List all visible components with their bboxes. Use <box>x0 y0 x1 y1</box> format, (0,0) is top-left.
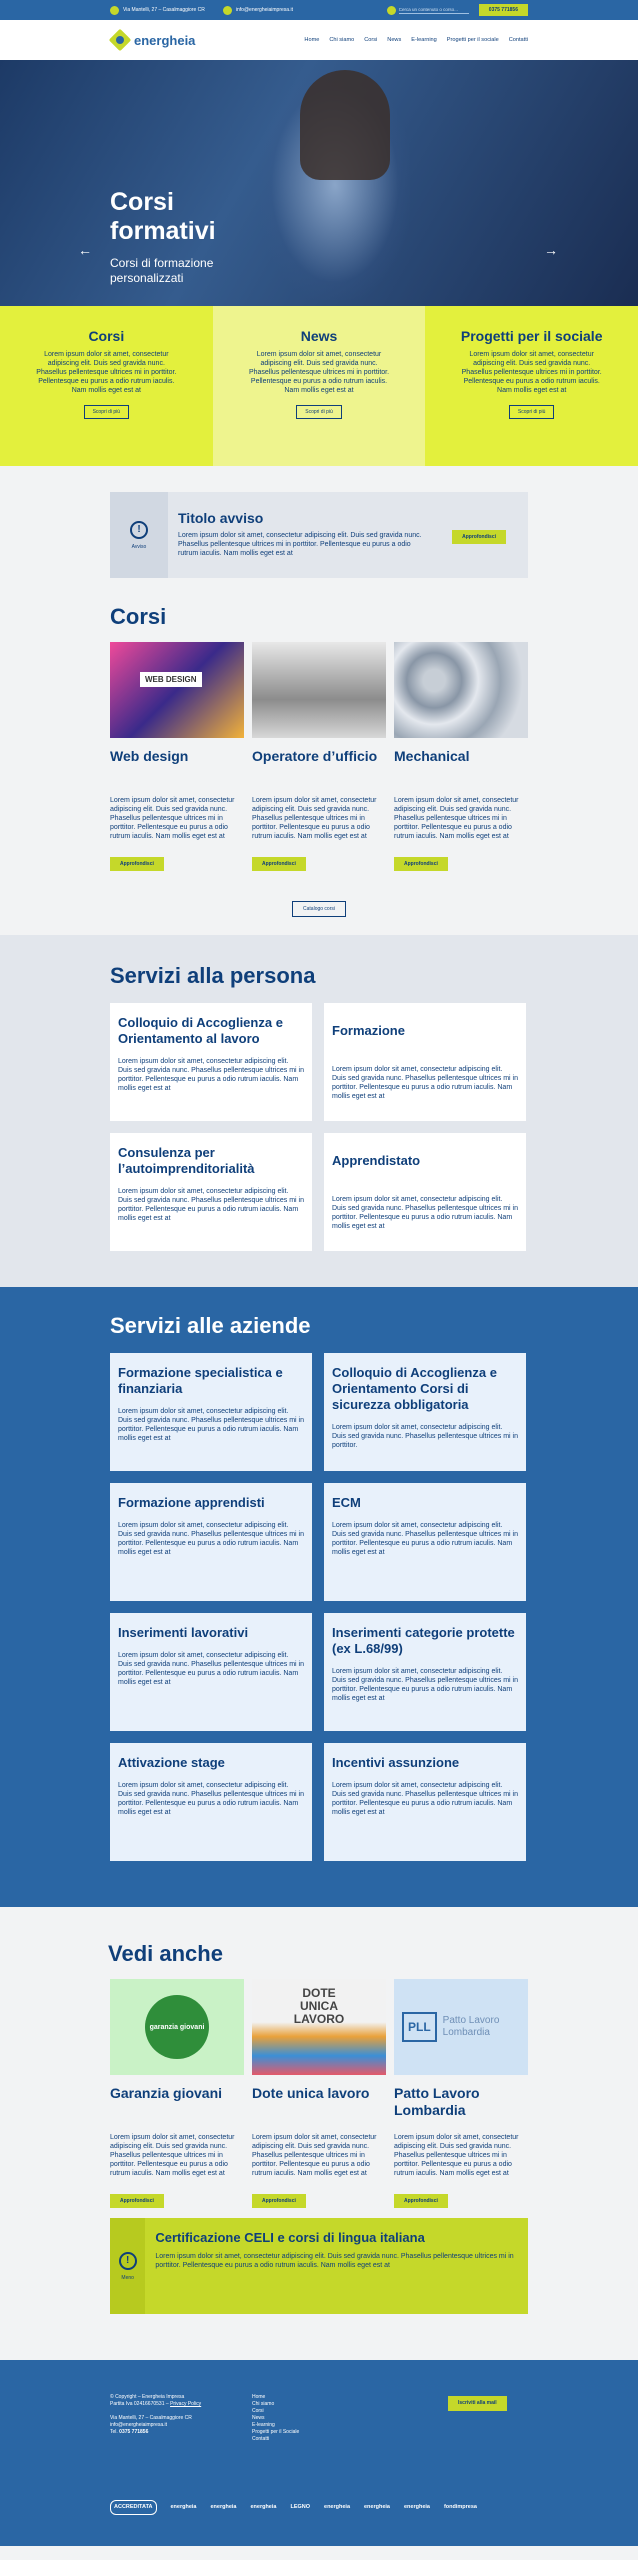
hero-slider <box>0 60 638 306</box>
alert-icon: ! <box>119 2252 137 2270</box>
logo[interactable]: energheia <box>110 30 195 50</box>
course-image[interactable] <box>252 642 386 738</box>
search[interactable] <box>387 6 469 15</box>
nav-item-e-learning[interactable]: E-learning <box>411 37 437 43</box>
service-card[interactable]: Colloquio di Accoglienza e Orientamento al lavoro Lorem ipsum dolor sit amet, consectetur adipiscing elit. Duis sed gravida nunc. Phasellus pellentesque ultrices mi in porttitor. Pellentesque eu purus a odio rutrum iaculis. Nam mollis eget est at <box>110 1003 312 1121</box>
approfondisci-button[interactable]: Approfondisci <box>110 2194 164 2208</box>
prev-arrow-icon[interactable]: ← <box>78 242 92 258</box>
service-card[interactable]: ECM Lorem ipsum dolor sit amet, consectetur adipiscing elit. Duis sed gravida nunc. Phasellus pellentesque ultrices mi in porttitor. Pellentesque eu purus a odio rutrum iaculis. Nam mollis eget est at <box>324 1483 526 1601</box>
course-card: Mechanical Lorem ipsum dolor sit amet, consectetur adipiscing elit. Duis sed gravida nunc. Phasellus pellentesque ultrices mi in porttitor. Pellentesque eu purus a odio rutrum iaculis. Nam mollis eget est at Approfondisci <box>394 642 528 871</box>
main-nav <box>0 20 638 60</box>
service-card[interactable]: Consulenza per l’autoimprenditorialità Lorem ipsum dolor sit amet, consectetur adipiscing elit. Duis sed gravida nunc. Phasellus pellentesque ultrices mi in porttitor. Pellentesque eu purus a odio rutrum iaculis. Nam mollis eget est at <box>110 1133 312 1251</box>
notice-side: ! Avviso <box>110 492 168 578</box>
section-aziende <box>0 1287 638 1907</box>
address: Via Mantelli, 27 – Casalmaggiore CR <box>110 6 205 15</box>
catalog-button[interactable]: Catalogo corsi <box>292 901 346 917</box>
approfondisci-button[interactable]: Approfondisci <box>394 857 448 871</box>
alert-icon: ! <box>130 521 148 539</box>
highlight-columns <box>0 306 638 466</box>
service-card[interactable]: Formazione Lorem ipsum dolor sit amet, consectetur adipiscing elit. Duis sed gravida nunc. Phasellus pellentesque ultrices mi in porttitor. Pellentesque eu purus a odio rutrum iaculis. Nam mollis eget est at <box>324 1003 526 1121</box>
section-persona <box>0 935 638 1287</box>
location-icon <box>110 6 119 15</box>
nav-item-contatti[interactable]: Contatti <box>508 37 528 43</box>
service-card[interactable]: Inserimenti categorie protette (ex L.68/99) Lorem ipsum dolor sit amet, consectetur adipiscing elit. Duis sed gravida nunc. Phasellus pellentesque ultrices mi in porttitor. Pellentesque eu purus a odio rutrum iaculis. Nam mollis eget est at <box>324 1613 526 1731</box>
patto-lavoro-logo[interactable]: PLL Patto Lavoro Lombardia <box>394 1979 528 2075</box>
courses-list <box>0 630 638 871</box>
service-card[interactable]: Formazione specialistica e finanziaria Lorem ipsum dolor sit amet, consectetur adipiscing elit. Duis sed gravida nunc. Phasellus pellentesque ultrices mi in porttitor. Pellentesque eu purus a odio rutrum iaculis. Nam mollis eget est at <box>110 1353 312 1471</box>
certification-box: ! Meno Certificazione CELI e corsi di lingua italiana Lorem ipsum dolor sit amet, consectetur adipiscing elit. Duis sed gravida nunc. Phasellus pellentesque ultrices mi in porttitor. Pellentesque eu purus a odio rutrum iaculis. Nam mollis eget est at <box>110 2218 528 2314</box>
search-icon[interactable] <box>387 6 396 15</box>
notice-box <box>110 492 528 578</box>
dote-unica-logo[interactable]: DOTE UNICA LAVORO <box>252 1979 386 2075</box>
hero-title: Corsi formativi <box>110 188 216 245</box>
course-image[interactable] <box>394 642 528 738</box>
footer-links: Home Chi siamo Corsi News E-learning Progetti per il Sociale Contatti <box>252 2394 300 2442</box>
notice-title: Titolo avviso <box>178 510 264 526</box>
section-title-vedi: Vedi anche <box>108 1941 223 1966</box>
service-card[interactable]: Attivazione stage Lorem ipsum dolor sit amet, consectetur adipiscing elit. Duis sed gravida nunc. Phasellus pellentesque ultrices mi in porttitor. Pellentesque eu purus a odio rutrum iaculis. Nam mollis eget est at <box>110 1743 312 1861</box>
approfondisci-button[interactable]: Approfondisci <box>394 2194 448 2208</box>
course-image[interactable]: WEB DESIGN <box>110 642 244 738</box>
service-card[interactable]: Apprendistato Lorem ipsum dolor sit amet, consectetur adipiscing elit. Duis sed gravida nunc. Phasellus pellentesque ultrices mi in porttitor. Pellentesque eu purus a odio rutrum iaculis. Nam mollis eget est at <box>324 1133 526 1251</box>
course-card: Operatore d’ufficio Lorem ipsum dolor sit amet, consectetur adipiscing elit. Duis sed gravida nunc. Phasellus pellentesque ultrices mi in porttitor. Pellentesque eu purus a odio rutrum iaculis. Nam mollis eget est at Approfondisci <box>252 642 386 871</box>
section-vedi-anche <box>0 1907 638 2208</box>
mail-icon <box>223 6 232 15</box>
nav-item-progetti[interactable]: Progetti per il sociale <box>446 37 499 43</box>
highlight-progetti: Progetti per il sociale Lorem ipsum dolor sit amet, consectetur adipiscing elit. Duis sed gravida nunc. Phasellus pellentesque ultrices mi in porttitor. Pellentesque eu purus a odio rutrum iaculis. Nam mollis eget est at Scopri di più <box>425 306 638 466</box>
phone-button[interactable]: 0375 771856 <box>479 4 528 16</box>
scopri-button[interactable]: Scopri di più <box>84 405 130 419</box>
privacy-link[interactable]: Privacy Policy <box>170 2401 202 2407</box>
partner-logos: ACCREDITATA energheia energheia energheia LEGNO energheia energheia energheia fondimpresa <box>110 2500 477 2515</box>
related-card: DOTE UNICA LAVORO Dote unica lavoro Lorem ipsum dolor sit amet, consectetur adipiscing elit. Duis sed gravida nunc. Phasellus pellentesque ultrices mi in porttitor. Pellentesque eu purus a odio rutrum iaculis. Nam mollis eget est at Approfondisci <box>252 1979 386 2208</box>
footer-email[interactable]: info@energheiaimpresa.it <box>110 2422 168 2428</box>
nav-item-news[interactable]: News <box>387 37 402 43</box>
notice-text: Lorem ipsum dolor sit amet, consectetur adipiscing elit. Duis sed gravida nunc. Phasellus pellentesque ultrices mi in porttitor. Pellentesque eu purus a odio rutrum iaculis. Nam mollis eget est at <box>178 532 422 557</box>
section-title-persona: Servizi alla persona <box>110 963 316 988</box>
email[interactable]: info@energheiaimpresa.it <box>223 6 293 15</box>
cert-title[interactable]: Certificazione CELI e corsi di lingua italiana <box>155 2230 425 2245</box>
footer: © Copyright – Energheia Impresa Partita Iva 02416670531 – Privacy Policy Via Mantelli, 27 – Casalmaggiore CR info@energheiaimpresa.it Tel. 0375 771856 Home Chi siamo Corsi News E-learning Progetti per il Sociale Contatti Iscriviti alla mail ACCREDITATA energheia energheia energheia LEGNO energheia energheia energheia fondimpresa <box>0 2360 638 2546</box>
section-title-corsi: Corsi <box>110 604 167 629</box>
approfondisci-button[interactable]: Approfondisci <box>452 530 506 544</box>
topbar <box>0 0 638 20</box>
service-card[interactable]: Formazione apprendisti Lorem ipsum dolor sit amet, consectetur adipiscing elit. Duis sed gravida nunc. Phasellus pellentesque ultrices mi in porttitor. Pellentesque eu purus a odio rutrum iaculis. Nam mollis eget est at <box>110 1483 312 1601</box>
scopri-button[interactable]: Scopri di più <box>296 405 342 419</box>
scopri-button[interactable]: Scopri di più <box>509 405 555 419</box>
highlight-news: News Lorem ipsum dolor sit amet, consectetur adipiscing elit. Duis sed gravida nunc. Phasellus pellentesque ultrices mi in porttitor. Pellentesque eu purus a odio rutrum iaculis. Nam mollis eget est at Scopri di più <box>213 306 426 466</box>
section-title-aziende: Servizi alle aziende <box>110 1313 311 1338</box>
garanzia-giovani-logo[interactable]: garanzia giovani <box>110 1979 244 2075</box>
hero-image <box>300 70 390 180</box>
approfondisci-button[interactable]: Approfondisci <box>110 857 164 871</box>
newsletter-button[interactable]: Iscriviti alla mail <box>448 2396 507 2411</box>
approfondisci-button[interactable]: Approfondisci <box>252 857 306 871</box>
approfondisci-button[interactable]: Approfondisci <box>252 2194 306 2208</box>
menu <box>304 37 528 43</box>
service-card[interactable]: Colloquio di Accoglienza e Orientamento Corsi di sicurezza obbligatoria Lorem ipsum dolor sit amet, consectetur adipiscing elit. Duis sed gravida nunc. Phasellus pellentesque ultrices mi in porttitor. <box>324 1353 526 1471</box>
nav-item-corsi[interactable]: Corsi <box>364 37 378 43</box>
next-arrow-icon[interactable]: → <box>544 242 558 258</box>
course-card: WEB DESIGN Web design Lorem ipsum dolor sit amet, consectetur adipiscing elit. Duis sed gravida nunc. Phasellus pellentesque ultrices mi in porttitor. Pellentesque eu purus a odio rutrum iaculis. Nam mollis eget est at Approfondisci <box>110 642 244 871</box>
nav-item-chi-siamo[interactable]: Chi siamo <box>329 37 355 43</box>
nav-item-home[interactable]: Home <box>304 37 320 43</box>
highlight-corsi: Corsi Lorem ipsum dolor sit amet, consectetur adipiscing elit. Duis sed gravida nunc. Phasellus pellentesque ultrices mi in porttitor. Pellentesque eu purus a odio rutrum iaculis. Nam mollis eget est at Scopri di più <box>0 306 213 466</box>
service-card[interactable]: Inserimenti lavorativi Lorem ipsum dolor sit amet, consectetur adipiscing elit. Duis sed gravida nunc. Phasellus pellentesque ultrices mi in porttitor. Pellentesque eu purus a odio rutrum iaculis. Nam mollis eget est at <box>110 1613 312 1731</box>
service-card[interactable]: Incentivi assunzione Lorem ipsum dolor sit amet, consectetur adipiscing elit. Duis sed gravida nunc. Phasellus pellentesque ultrices mi in porttitor. Pellentesque eu purus a odio rutrum iaculis. Nam mollis eget est at <box>324 1743 526 1861</box>
logo-icon <box>110 30 130 50</box>
search-input[interactable]: Cerca un contenuto o corso... <box>399 6 469 14</box>
hero-subtitle: Corsi di formazione personalizzati <box>110 256 214 285</box>
related-card: garanzia giovani Garanzia giovani Lorem ipsum dolor sit amet, consectetur adipiscing elit. Duis sed gravida nunc. Phasellus pellentesque ultrices mi in porttitor. Pellentesque eu purus a odio rutrum iaculis. Nam mollis eget est at Approfondisci <box>110 1979 244 2208</box>
related-card: PLL Patto Lavoro Lombardia Patto Lavoro Lombardia Lorem ipsum dolor sit amet, consectetur adipiscing elit. Duis sed gravida nunc. Phasellus pellentesque ultrices mi in porttitor. Pellentesque eu purus a odio rutrum iaculis. Nam mollis eget est at Approfondisci <box>394 1979 528 2208</box>
